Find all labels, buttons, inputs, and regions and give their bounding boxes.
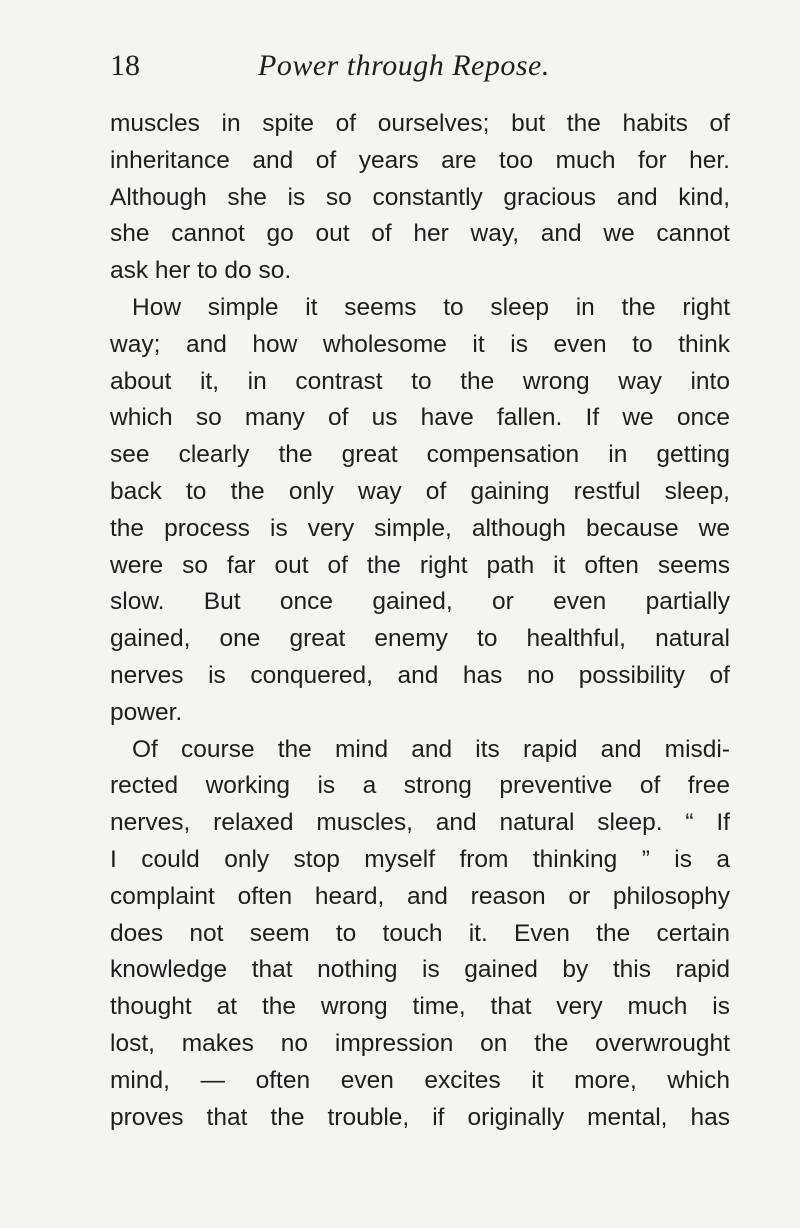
text-line: muscles in spite of ourselves; but the habits of — [110, 110, 730, 137]
text-line: rected working is a strong preventive of free — [110, 772, 730, 800]
text-line: back to the only way of gaining restful sleep, — [110, 477, 730, 505]
text-line: knowledge that nothing is gained by this rapid — [110, 956, 730, 984]
text-line: Of course the mind and its rapid and misdi- — [132, 735, 730, 763]
text-line: which so many of us have fallen. If we once — [110, 404, 730, 432]
text-line: ask her to do so. — [110, 257, 292, 285]
text-line: does not seem to touch it. Even the certain — [110, 919, 730, 947]
text-line: way; and how wholesome it is even to think — [110, 330, 730, 358]
text-line: were so far out of the right path it often seems — [110, 551, 730, 579]
text-line: slow. But once gained, or even partially — [110, 588, 730, 616]
text-line: about it, in contrast to the wrong way into — [110, 367, 730, 395]
text-line: the process is very simple, although because we — [110, 514, 730, 542]
text-line: gained, one great enemy to healthful, natural — [110, 625, 730, 653]
text-line: proves that the trouble, if originally mental, has — [110, 1103, 730, 1131]
text-line: nerves, relaxed muscles, and natural sleep. “ If — [110, 809, 730, 837]
text-line: I could only stop myself from thinking ” is a — [110, 845, 730, 873]
running-title: Power through Repose. — [258, 49, 550, 82]
text-line: nerves is conquered, and has no possibility of — [110, 661, 730, 689]
text-line: she cannot go out of her way, and we cannot — [110, 220, 730, 248]
text-line: thought at the wrong time, that very much is — [110, 993, 730, 1021]
text-line: lost, makes no impression on the overwrought — [110, 1029, 730, 1057]
text-line: How simple it seems to sleep in the right — [132, 293, 730, 321]
running-head — [110, 46, 730, 86]
text-line: see clearly the great compensation in getting — [110, 441, 730, 469]
page-number: 18 — [110, 49, 140, 82]
text-line: Although she is so constantly gracious and kind, — [110, 183, 730, 211]
body-text — [110, 106, 730, 1136]
text-line: inheritance and of years are too much for her. — [110, 146, 730, 174]
text-line: mind, — often even excites it more, which — [110, 1066, 730, 1094]
text-line: complaint often heard, and reason or philosophy — [110, 882, 730, 910]
text-line: power. — [110, 698, 183, 726]
